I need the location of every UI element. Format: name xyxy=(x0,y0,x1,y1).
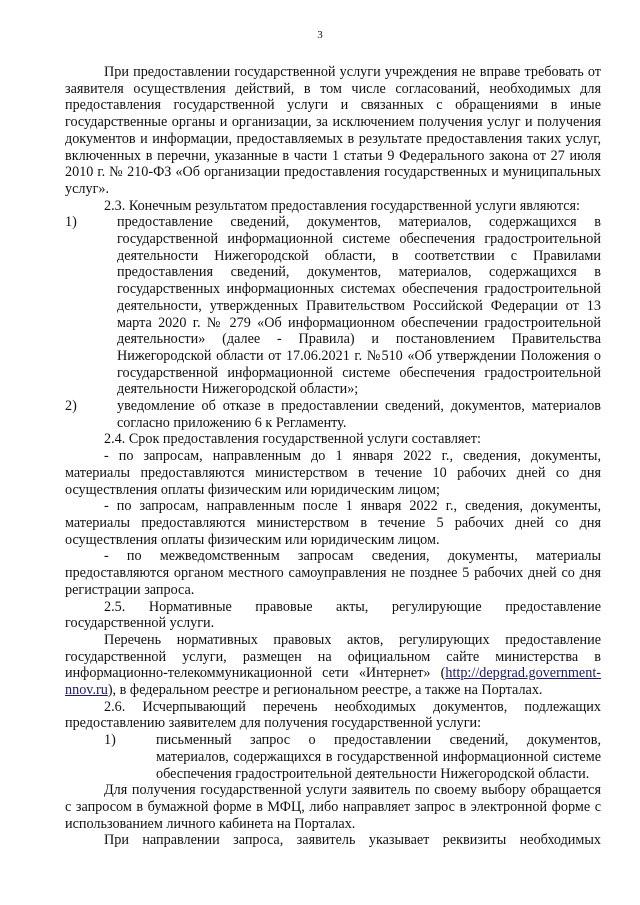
heading-2-4: 2.4. Срок предоставления государственной услуги составляет: xyxy=(104,431,481,448)
list-item xyxy=(65,732,601,782)
heading-2-5: 2.5. Нормативные правовые акты, регулирующие предоставление государственной услуги. xyxy=(65,598,601,632)
paragraph-term-interagency: - по межведомственным запросам сведения, документы, материалы предоставляются органом местного самоуправления не позднее 5 рабочих дней со дня регистрации запроса. xyxy=(65,548,601,598)
paragraph-term-before-2022: - по запросам, направленным до 1 января 2022 г., сведения, документы, материалы предоставляются министерством в течение 10 рабочих дней со дня осуществления оплаты физическим или юридическим лицом; xyxy=(65,448,601,498)
list-item-text: уведомление об отказе в предоставлении сведений, документов, материалов согласно приложению 6 к Регламенту. xyxy=(117,398,601,431)
list-item xyxy=(65,214,601,398)
ministry-website-link[interactable]: http://depgrad.government-nnov.ru xyxy=(65,665,601,699)
paragraph-request-details: При направлении запроса, заявитель указывает реквизиты необходимых xyxy=(104,832,601,849)
paragraph-term-after-2022: - по запросам, направленным после 1 января 2022 г., сведения, документы, материалы предоставляются министерством в течение 5 рабочих дней со дня осуществления оплаты физическим или юридическим лицом. xyxy=(65,498,601,548)
page-number: 3 xyxy=(317,29,323,41)
document-body xyxy=(65,64,601,849)
list-item-number: 1) xyxy=(65,214,77,231)
paragraph-restrictions: При предоставлении государственной услуги учреждения не вправе требовать от заявителя осуществления действий, в том числе согласований, необходимых для предоставления государственной услуги и связанных с обращениями в иные государственные органы и организации, за исключением получения услуг и получения документов и информации, предоставляемых в результате предоставления таких услуг, включенных в перечни, указанные в части 1 статьи 9 Федерального закона от 27 июля 2010 г. № 210-ФЗ «Об организации предоставления государственных и муниципальных услуг». xyxy=(65,64,601,197)
list-item-text: предоставление сведений, документов, материалов, содержащихся в государственной информационной системе обеспечения градостроительной деятельности Нижегородской области, в соответствии с Правилами предоставления сведений, документов, материалов, содержащихся в государственных информационных системах обеспечения градостроительной деятельности, утвержденных Правительством Российской Федерации от 13 марта 2020 г. № 279 «Об информационном обеспечении градостроительной деятельности» (далее - Правила) и постановлением Правительства Нижегородской области от 17.06.2021 г. №510 «Об утверждении Положения о государственной информационной системе обеспечения градостроительной деятельности Нижегородской области»; xyxy=(117,214,601,398)
list-item-number: 1) xyxy=(104,732,116,749)
heading-2-6: 2.6. Исчерпывающий перечень необходимых документов, подлежащих предоставлению заявителем для получения государственной услуги: xyxy=(65,698,601,732)
heading-2-3: 2.3. Конечным результатом предоставления государственной услуги являются: xyxy=(104,197,580,214)
legal-acts-text-after: ), в федеральном реестре и региональном реестре, а также на Порталах. xyxy=(107,682,543,699)
list-item xyxy=(65,398,601,431)
list-item-number: 2) xyxy=(65,398,77,415)
legal-acts-text-before: Перечень нормативных правовых актов, регулирующих предоставление государственной услуги, размещен на официальном сайте министерства в информационно-телекоммуникационной сети «Интернет» ( xyxy=(65,631,601,682)
paragraph-legal-acts-list xyxy=(65,632,601,699)
list-item-text: письменный запрос о предоставлении сведений, документов, материалов, содержащихся в государственной информационной системе обеспечения градостроительной деятельности Нижегородской области. xyxy=(156,732,601,782)
paragraph-request-submission: Для получения государственной услуги заявитель по своему выбору обращается с запросом в бумажной форме в МФЦ, либо направляет запрос в электронной форме с использованием личного кабинета на Порталах. xyxy=(65,782,601,832)
